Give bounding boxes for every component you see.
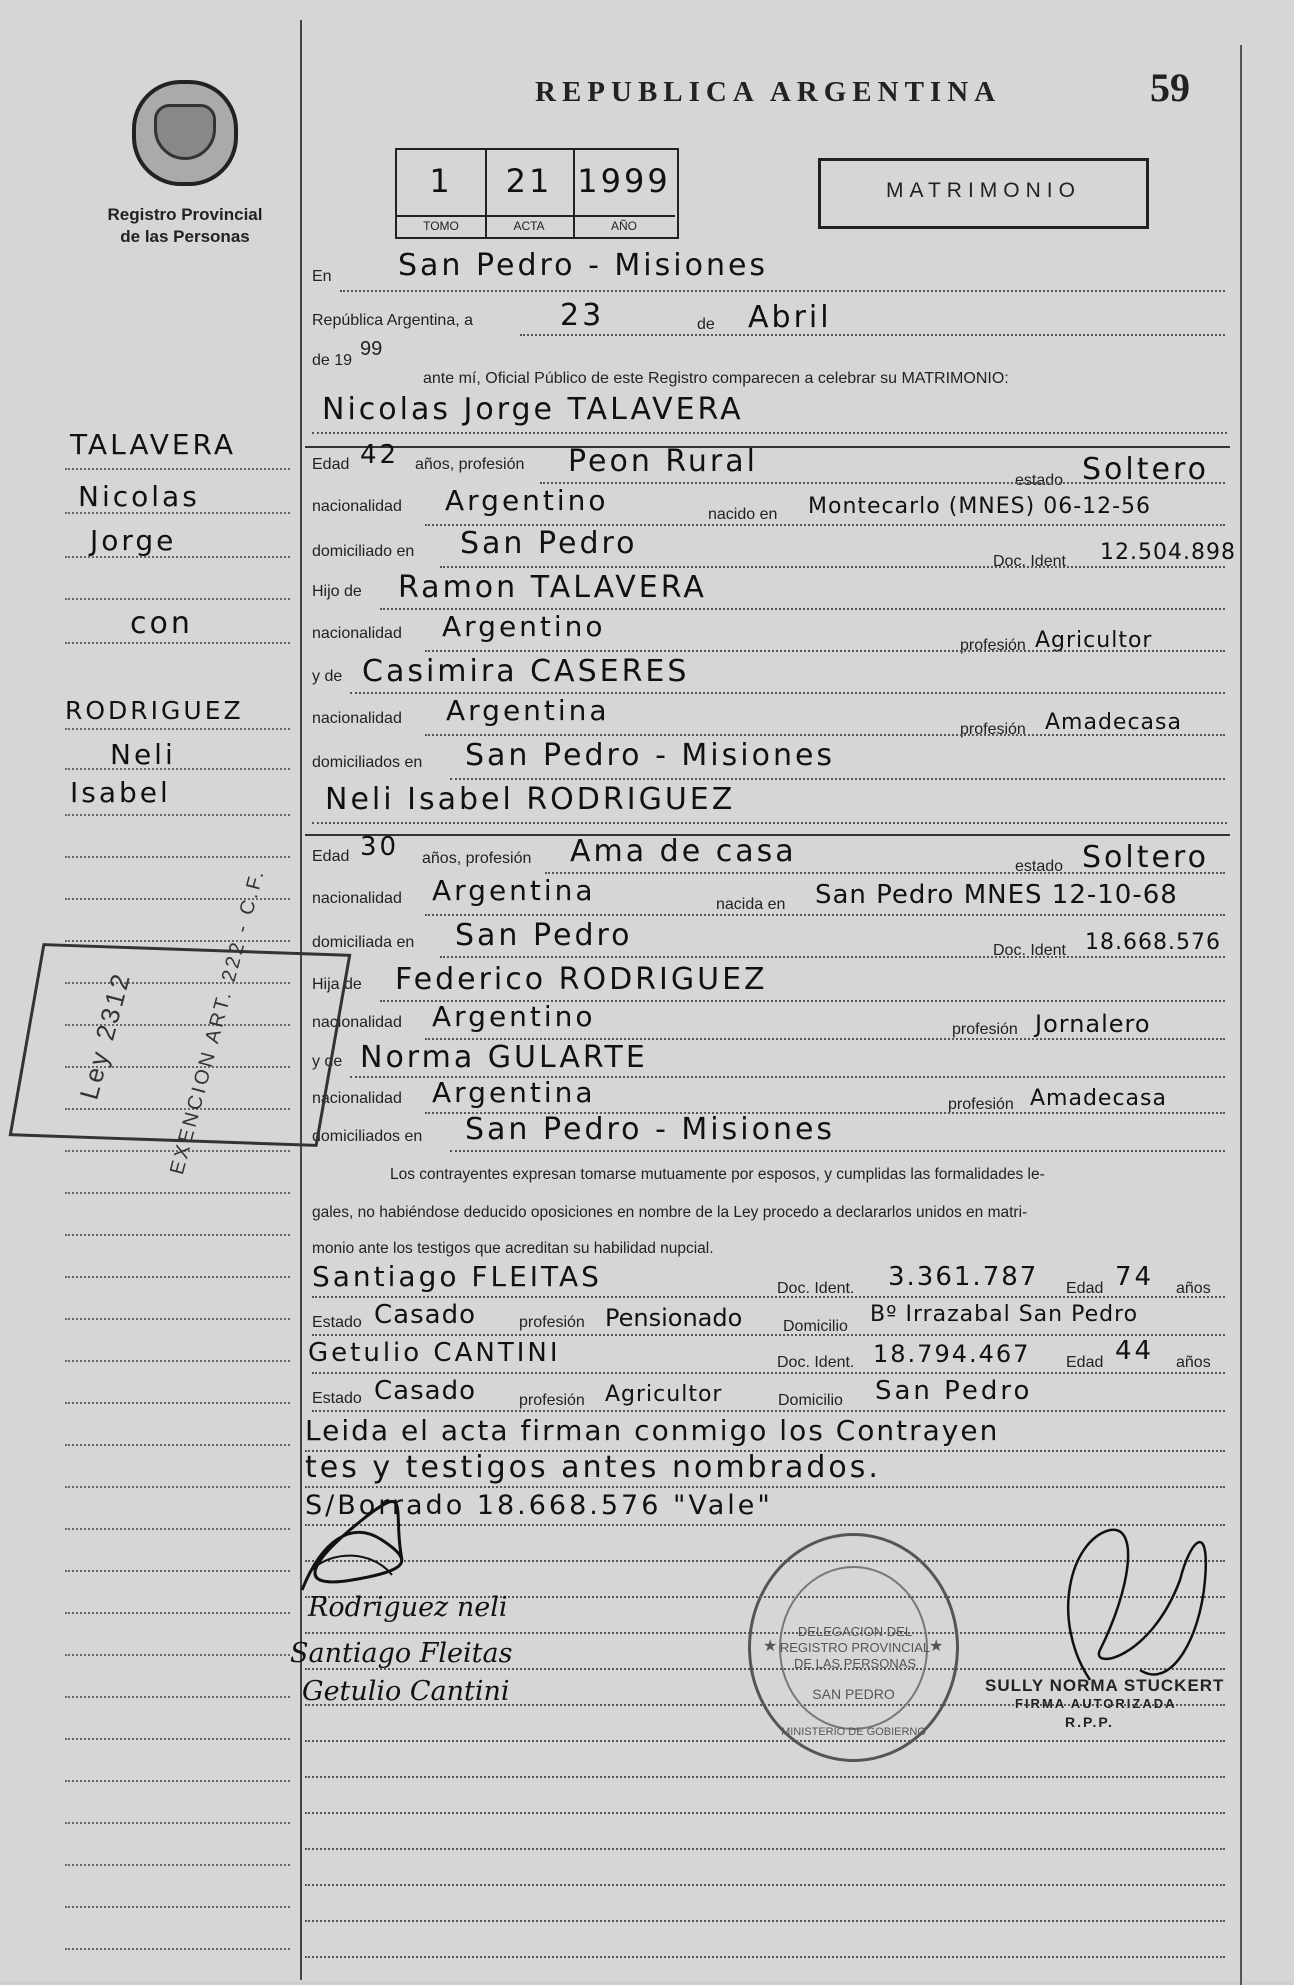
bride-father-nat-label: nacionalidad bbox=[312, 1014, 402, 1031]
groom-mother-nat: Argentina bbox=[446, 694, 610, 727]
groom-doc: 12.504.898 bbox=[1100, 540, 1236, 565]
bride-parents-dom: San Pedro - Misiones bbox=[465, 1112, 836, 1147]
stamp-exempt: EXENCION ART. 222 - C.F. bbox=[166, 865, 270, 1177]
witness-2-name: Getulio CANTINI bbox=[308, 1338, 561, 1368]
witness-2-profesion-label: profesión bbox=[519, 1392, 585, 1409]
witness-2-status: Casado bbox=[374, 1376, 476, 1406]
record-type: MATRIMONIO bbox=[886, 179, 1081, 202]
bride-estado-label: estado bbox=[1015, 858, 1064, 875]
groom-estado-label: estado bbox=[1015, 472, 1064, 489]
witness-1-residence: Bº Irrazabal San Pedro bbox=[870, 1302, 1139, 1327]
groom-y-de-label: y de bbox=[312, 668, 343, 685]
ano-value: 1999 bbox=[577, 162, 671, 200]
bride-father-prof: Jornalero bbox=[1035, 1010, 1151, 1038]
bride-father: Federico RODRIGUEZ bbox=[395, 962, 768, 997]
bride-nacida-label: nacida en bbox=[716, 896, 786, 913]
witness-2-edad-label: Edad bbox=[1066, 1354, 1104, 1371]
bride-residence: San Pedro bbox=[455, 918, 633, 953]
record-type-box bbox=[818, 158, 1149, 229]
groom-nationality: Argentino bbox=[445, 484, 609, 517]
witness-1-anos-label: años bbox=[1176, 1280, 1211, 1297]
ano-cell bbox=[573, 150, 675, 237]
groom-name: Nicolas Jorge TALAVERA bbox=[322, 392, 744, 427]
tomo-label: TOMO bbox=[397, 215, 485, 235]
groom-hijo-label: Hijo de bbox=[312, 583, 362, 600]
ano-label: AÑO bbox=[573, 215, 675, 235]
en-label: En bbox=[312, 268, 332, 285]
signature-witness-2: Getulio Cantini bbox=[302, 1676, 510, 1707]
year-suffix: 99 bbox=[360, 338, 383, 360]
witness-2-age: 44 bbox=[1115, 1336, 1155, 1366]
country-title: REPUBLICA ARGENTINA bbox=[535, 76, 1002, 108]
groom-birthplace: Montecarlo (MNES) 06-12-56 bbox=[808, 494, 1152, 519]
declaration-line-1: Los contrayentes expresan tomarse mutuamente por esposos, y cumplidas las formalidades le- bbox=[390, 1166, 1045, 1183]
bride-age: 30 bbox=[360, 832, 400, 862]
official-signature bbox=[1030, 1500, 1230, 1700]
witness-2-doc: 18.794.467 bbox=[873, 1340, 1031, 1368]
witness-1-profession: Pensionado bbox=[605, 1304, 743, 1332]
groom-nat-label: nacionalidad bbox=[312, 498, 402, 515]
tomo-cell bbox=[397, 150, 487, 237]
seal-star-icon: ★ bbox=[763, 1638, 778, 1655]
witness-1-estado-label: Estado bbox=[312, 1314, 362, 1331]
bride-mother-prof-label: profesión bbox=[948, 1096, 1014, 1113]
right-rule bbox=[1240, 45, 1242, 1985]
groom-mother-prof-label: profesión bbox=[960, 721, 1026, 738]
seal-star-icon: ★ bbox=[929, 1638, 944, 1655]
witness-2-anos-label: años bbox=[1176, 1354, 1211, 1371]
official-name: SULLY NORMA STUCKERT bbox=[985, 1676, 1225, 1695]
bride-dom-label: domiciliada en bbox=[312, 934, 415, 951]
groom-mother-prof: Amadecasa bbox=[1045, 710, 1182, 735]
groom-profession: Peon Rural bbox=[568, 444, 758, 479]
margin-line-6: Neli bbox=[110, 738, 176, 771]
bride-hija-label: Hija de bbox=[312, 976, 362, 993]
bride-status: Soltero bbox=[1082, 840, 1209, 875]
margin-line-4: con bbox=[130, 606, 193, 641]
closing-line-2: tes y testigos antes nombrados. bbox=[305, 1450, 881, 1485]
witness-2-domicilio-label: Domicilio bbox=[778, 1392, 843, 1409]
groom-status: Soltero bbox=[1082, 452, 1209, 487]
republica-label: República Argentina, a bbox=[312, 312, 473, 329]
groom-mother: Casimira CASERES bbox=[362, 654, 690, 689]
de-label: de bbox=[697, 316, 715, 333]
groom-doc-label: Doc. Ident bbox=[993, 553, 1066, 570]
witness-2-residence: San Pedro bbox=[875, 1376, 1033, 1406]
bride-father-nat: Argentino bbox=[432, 1000, 596, 1033]
bride-mother-nat-label: nacionalidad bbox=[312, 1090, 402, 1107]
seal-city: SAN PEDRO bbox=[812, 1686, 895, 1702]
bride-nat-label: nacionalidad bbox=[312, 890, 402, 907]
witness-1-profesion-label: profesión bbox=[519, 1314, 585, 1331]
year-prefix: de 19 bbox=[312, 352, 353, 369]
margin-line-3: Jorge bbox=[90, 524, 177, 557]
witness-1-age: 74 bbox=[1115, 1262, 1155, 1292]
witness-1-edad-label: Edad bbox=[1066, 1280, 1104, 1297]
bride-doc-label: Doc. Ident bbox=[993, 942, 1066, 959]
official-office: R.P.P. bbox=[1065, 1714, 1114, 1730]
margin-line-1: TALAVERA bbox=[70, 428, 237, 461]
bride-mother: Norma GULARTE bbox=[360, 1040, 648, 1075]
bride-profession: Ama de casa bbox=[570, 834, 797, 869]
registry-line1: Registro Provincial bbox=[107, 205, 263, 224]
margin-line-2: Nicolas bbox=[78, 480, 200, 513]
groom-father-nat: Argentino bbox=[442, 610, 606, 643]
bride-father-prof-label: profesión bbox=[952, 1021, 1018, 1038]
registry-seal bbox=[748, 1533, 959, 1762]
record-id-box bbox=[395, 148, 679, 239]
bride-birthplace: San Pedro MNES 12-10-68 bbox=[815, 880, 1178, 910]
groom-profesion-label: años, profesión bbox=[415, 456, 525, 473]
groom-parents-dom-label: domiciliados en bbox=[312, 754, 423, 771]
closing-line-3: S/Borrado 18.668.576 "Vale" bbox=[305, 1490, 773, 1521]
witness-2-doc-label: Doc. Ident. bbox=[777, 1354, 855, 1371]
groom-father-prof: Agricultor bbox=[1035, 628, 1153, 653]
groom-dom-label: domiciliado en bbox=[312, 543, 415, 560]
witness-2-estado-label: Estado bbox=[312, 1390, 362, 1407]
witness-1-name: Santiago FLEITAS bbox=[312, 1260, 602, 1293]
signature-witness-1: Santiago Fleitas bbox=[290, 1638, 513, 1669]
intro-statement: ante mí, Oficial Público de este Registro comparecen a celebrar su MATRIMONIO: bbox=[423, 370, 1009, 387]
tomo-value: 1 bbox=[429, 162, 453, 200]
groom-residence: San Pedro bbox=[460, 526, 638, 561]
witness-1-status: Casado bbox=[374, 1300, 476, 1330]
bride-mother-nat: Argentina bbox=[432, 1076, 596, 1109]
bride-doc: 18.668.576 bbox=[1085, 930, 1221, 955]
groom-age: 42 bbox=[360, 440, 400, 470]
page-number: 59 bbox=[1150, 65, 1190, 110]
witness-2-profession: Agricultor bbox=[605, 1382, 723, 1407]
signature-bride: Rodriguez neli bbox=[308, 1592, 508, 1623]
groom-mother-nat-label: nacionalidad bbox=[312, 710, 402, 727]
groom-edad-label: Edad bbox=[312, 456, 350, 473]
witness-1-doc: 3.361.787 bbox=[888, 1262, 1039, 1292]
bride-y-de-label: y de bbox=[312, 1053, 343, 1070]
declaration-line-3: monio ante los testigos que acreditan su habilidad nupcial. bbox=[312, 1240, 714, 1257]
acta-value: 21 bbox=[505, 162, 553, 200]
bride-mother-prof: Amadecasa bbox=[1030, 1086, 1167, 1111]
margin-line-7: Isabel bbox=[70, 776, 171, 809]
witness-1-domicilio-label: Domicilio bbox=[783, 1318, 848, 1335]
acta-label: ACTA bbox=[485, 215, 573, 235]
registry-name bbox=[100, 204, 270, 248]
stamp-law: Ley 2312 bbox=[73, 968, 137, 1103]
acta-cell bbox=[485, 150, 575, 237]
bride-nationality: Argentina bbox=[432, 874, 596, 907]
bride-edad-label: Edad bbox=[312, 848, 350, 865]
official-title: FIRMA AUTORIZADA bbox=[1015, 1696, 1177, 1711]
closing-line-1: Leida el acta firman conmigo los Contrayen bbox=[305, 1414, 1000, 1447]
province-crest-icon bbox=[132, 80, 238, 186]
month-value: Abril bbox=[748, 300, 832, 335]
witness-1-doc-label: Doc. Ident. bbox=[777, 1280, 855, 1297]
place-value: San Pedro - Misiones bbox=[398, 248, 769, 283]
registry-line2: de las Personas bbox=[120, 227, 250, 246]
seal-text: DELEGACION DEL REGISTRO PROVINCIAL DE LAS PERSONAS bbox=[779, 1624, 931, 1671]
bride-profesion-label: años, profesión bbox=[422, 850, 532, 867]
margin-line-5: RODRIGUEZ bbox=[65, 696, 244, 725]
groom-parents-dom: San Pedro - Misiones bbox=[465, 738, 836, 773]
groom-nacido-label: nacido en bbox=[708, 506, 778, 523]
groom-father-nat-label: nacionalidad bbox=[312, 625, 402, 642]
day-value: 23 bbox=[560, 298, 605, 333]
bride-parents-dom-label: domiciliados en bbox=[312, 1128, 423, 1145]
declaration-line-2: gales, no habiéndose deducido oposiciones en nombre de la Ley procedo a declararlos unidos en matri- bbox=[312, 1204, 1028, 1221]
groom-father-prof-label: profesión bbox=[960, 637, 1026, 654]
bride-name: Neli Isabel RODRIGUEZ bbox=[325, 782, 736, 817]
groom-father: Ramon TALAVERA bbox=[398, 570, 707, 605]
seal-ministry: MINISTERIO DE GOBIERNO bbox=[781, 1726, 926, 1738]
